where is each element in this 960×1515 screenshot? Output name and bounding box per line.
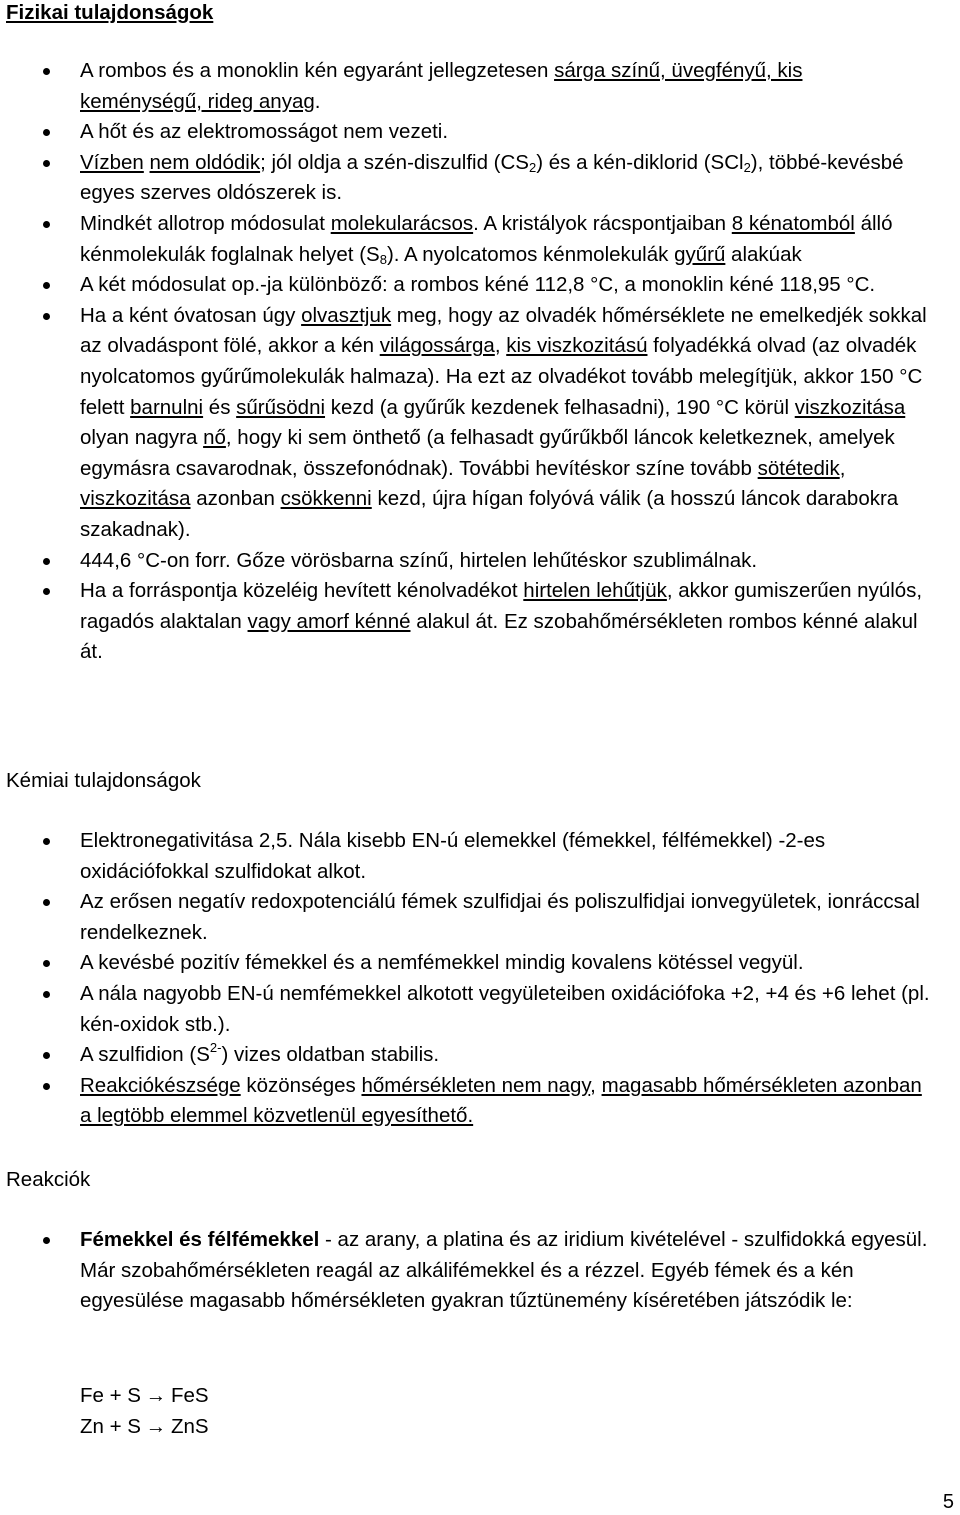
superscript: 2- — [209, 1040, 222, 1056]
text-segment: , — [590, 1073, 602, 1097]
reaction-arrow-icon: → — [145, 1384, 167, 1407]
list-item — [0, 270, 960, 301]
chemical-properties-list — [0, 826, 960, 1132]
text-segment: kezd (a gyűrűk kezdenek felhasadni), 190 °C körül — [325, 395, 795, 419]
text-segment: és — [203, 395, 237, 419]
list-item — [0, 1040, 960, 1071]
list-item — [0, 826, 960, 887]
text-segment: A nála nagyobb EN-ú nemfémekkel alkotott vegyületeiben oxidációfoka +2, +4 és +6 lehet (pl. kén-oxidok stb.). — [80, 981, 930, 1036]
text-segment: álló kénmolekulák foglalnak helyet (S — [80, 211, 893, 266]
list-item — [0, 1071, 960, 1132]
underlined-text: kis viszkozitású — [506, 334, 648, 358]
text-segment: A hőt és az elektromosságot nem vezeti. — [80, 120, 449, 144]
list-item — [0, 979, 960, 1040]
underlined-text: sötétedik — [757, 456, 840, 480]
text-segment: azonban — [190, 487, 281, 511]
list-item — [0, 546, 960, 577]
subscript: 8 — [379, 251, 387, 267]
underlined-text: 8 kénatomból — [731, 211, 855, 235]
underlined-text: sárga színű, üvegfényű, kis keménységű, rideg anyag — [80, 59, 803, 113]
physical-properties-list — [0, 56, 960, 668]
text-segment: ), többé-kevésbé egyes szerves oldószerek is. — [80, 150, 904, 205]
underlined-text: Vízben — [80, 150, 144, 174]
text-segment: olyan nagyra — [80, 426, 204, 450]
text-segment: , hogy ki sem önthető (a felhasadt gyűrűkből láncok keletkeznek, amelyek egymásra csavarodnak, összefonódnak). További hevítéskor színe tovább — [80, 426, 895, 480]
equation-lhs: Zn + S — [80, 1415, 141, 1438]
text-segment: A rombos és a monoklin kén egyaránt jellegzetesen — [80, 59, 555, 82]
reaction-arrow-icon: → — [145, 1415, 167, 1438]
text-segment: Ha a forráspontja közeléig hevített kénolvadékot — [80, 579, 524, 603]
underlined-text: sűrűsödni — [236, 395, 326, 419]
list-item — [0, 576, 960, 668]
text-segment: ) és a kén-diklorid (SCl — [536, 150, 744, 174]
text-segment: kezd, újra hígan folyóvá válik (a hosszú láncok darabokra szakadnak). — [80, 487, 899, 541]
list-item — [0, 209, 960, 270]
subscript: 2 — [743, 159, 751, 175]
equation-lhs: Fe + S — [80, 1384, 141, 1407]
text-segment: A kevésbé pozitív fémekkel és a nemfémekkel mindig kovalens kötéssel vegyül. — [80, 951, 804, 975]
reactions-list — [0, 1225, 960, 1317]
text-segment: Elektronegativitása 2,5. Nála kisebb EN-ú elemekkel (fémekkel, félfémekkel) -2-es oxidációfokkal szulfidokat alkot. — [80, 829, 826, 883]
list-item — [0, 1225, 960, 1317]
list-item — [0, 948, 960, 979]
text-segment: meg, hogy az olvadék hőmérséklete ne emelkedjék sokkal az olvadáspont fölé, akkor a kén — [80, 303, 927, 358]
equation-zn — [80, 1411, 209, 1442]
underlined-text: csökkenni — [280, 487, 372, 511]
underlined-text: nem oldódik — [149, 150, 261, 174]
text-segment: Ha a ként óvatosan úgy — [80, 303, 302, 327]
underlined-text: világossárga — [379, 334, 495, 358]
underlined-text: barnulni — [130, 395, 204, 419]
list-item — [0, 301, 960, 546]
list-item — [0, 887, 960, 948]
equation-rhs: ZnS — [170, 1415, 209, 1438]
text-segment: , — [494, 334, 507, 358]
list-item — [0, 56, 960, 117]
list-item — [0, 117, 960, 148]
text-segment: ; jól oldja a szén-diszulfid (CS — [260, 150, 529, 174]
text-segment: Mindkét allotrop módosulat — [80, 211, 331, 235]
equation-rhs: FeS — [170, 1384, 209, 1407]
bold-text: Fémekkel és félfémekkel — [80, 1228, 320, 1251]
text-segment: ) vizes oldatban stabilis. — [221, 1043, 440, 1067]
heading-chemical-properties: Kémiai tulajdonságok — [6, 769, 201, 792]
underlined-text: gyűrű — [674, 242, 726, 266]
underlined-text: viszkozitása — [794, 395, 906, 419]
underlined-text: vagy amorf kénné — [247, 609, 411, 633]
text-segment: alakúak — [725, 242, 802, 266]
heading-reactions: Reakciók — [6, 1168, 91, 1191]
text-segment: - az arany, a platina és az iridium kivételével - szulfidokká egyesül. Már szobahőmérsékleten reagál az alkálifémekkel és a rézzel. Egyéb fémek és a kén egyesülése magasabb hőmérsékleten gyakran tűztünemény kíséretében játszódik le: — [80, 1228, 928, 1313]
text-segment: folyadékká olvad (az olvadék nyolcatomos gyűrűmolekulák halmaza). Ha ezt az olvadékot tovább melegítjük, akkor 150 °C felett — [80, 334, 923, 419]
text-segment: . A kristályok rácspontjaiban — [473, 211, 732, 235]
underlined-text: hirtelen lehűtjük — [523, 579, 667, 603]
underlined-text: olvasztjuk — [301, 303, 392, 327]
text-segment: Az erősen negatív redoxpotenciálú fémek szulfidjai és poliszulfidjai ionvegyületek, ionráccsal rendelkeznek. — [80, 890, 920, 944]
underlined-text: magasabb hőmérsékleten azonban a legtöbb elemmel közvetlenül egyesíthető. — [80, 1073, 922, 1128]
underlined-text: nő — [203, 426, 226, 450]
text-segment: A szulfidion (S — [80, 1043, 210, 1067]
underlined-text: hőmérsékleten nem nagy — [361, 1073, 591, 1097]
equation-fe — [80, 1380, 209, 1411]
text-segment: , akkor gumiszerűen nyúlós, ragadós alaktalan — [80, 579, 923, 633]
text-segment: . — [314, 89, 321, 113]
underlined-text: viszkozitása — [80, 487, 191, 511]
subscript: 2 — [528, 159, 537, 175]
text-segment: A két módosulat op.-ja különböző: a rombos kéné 112,8 °C, a monoklin kéné 118,95 °C. — [80, 273, 876, 297]
list-item — [0, 148, 960, 209]
page-number: 5 — [942, 1491, 954, 1513]
underlined-text: Reakciókészsége — [80, 1073, 241, 1097]
underlined-text: molekularácsos — [330, 211, 474, 235]
text-segment: ). A nyolcatomos kénmolekulák — [386, 242, 675, 266]
text-segment: közönséges — [240, 1073, 362, 1097]
text-segment: alakul át. Ez szobahőmérsékleten rombos kénné alakul át. — [80, 609, 918, 664]
heading-physical-properties: Fizikai tulajdonságok — [6, 1, 214, 24]
text-segment: 444,6 °C-on forr. Gőze vörösbarna színű, hirtelen lehűtéskor szublimálnak. — [80, 548, 758, 572]
text-segment: , — [839, 456, 846, 480]
